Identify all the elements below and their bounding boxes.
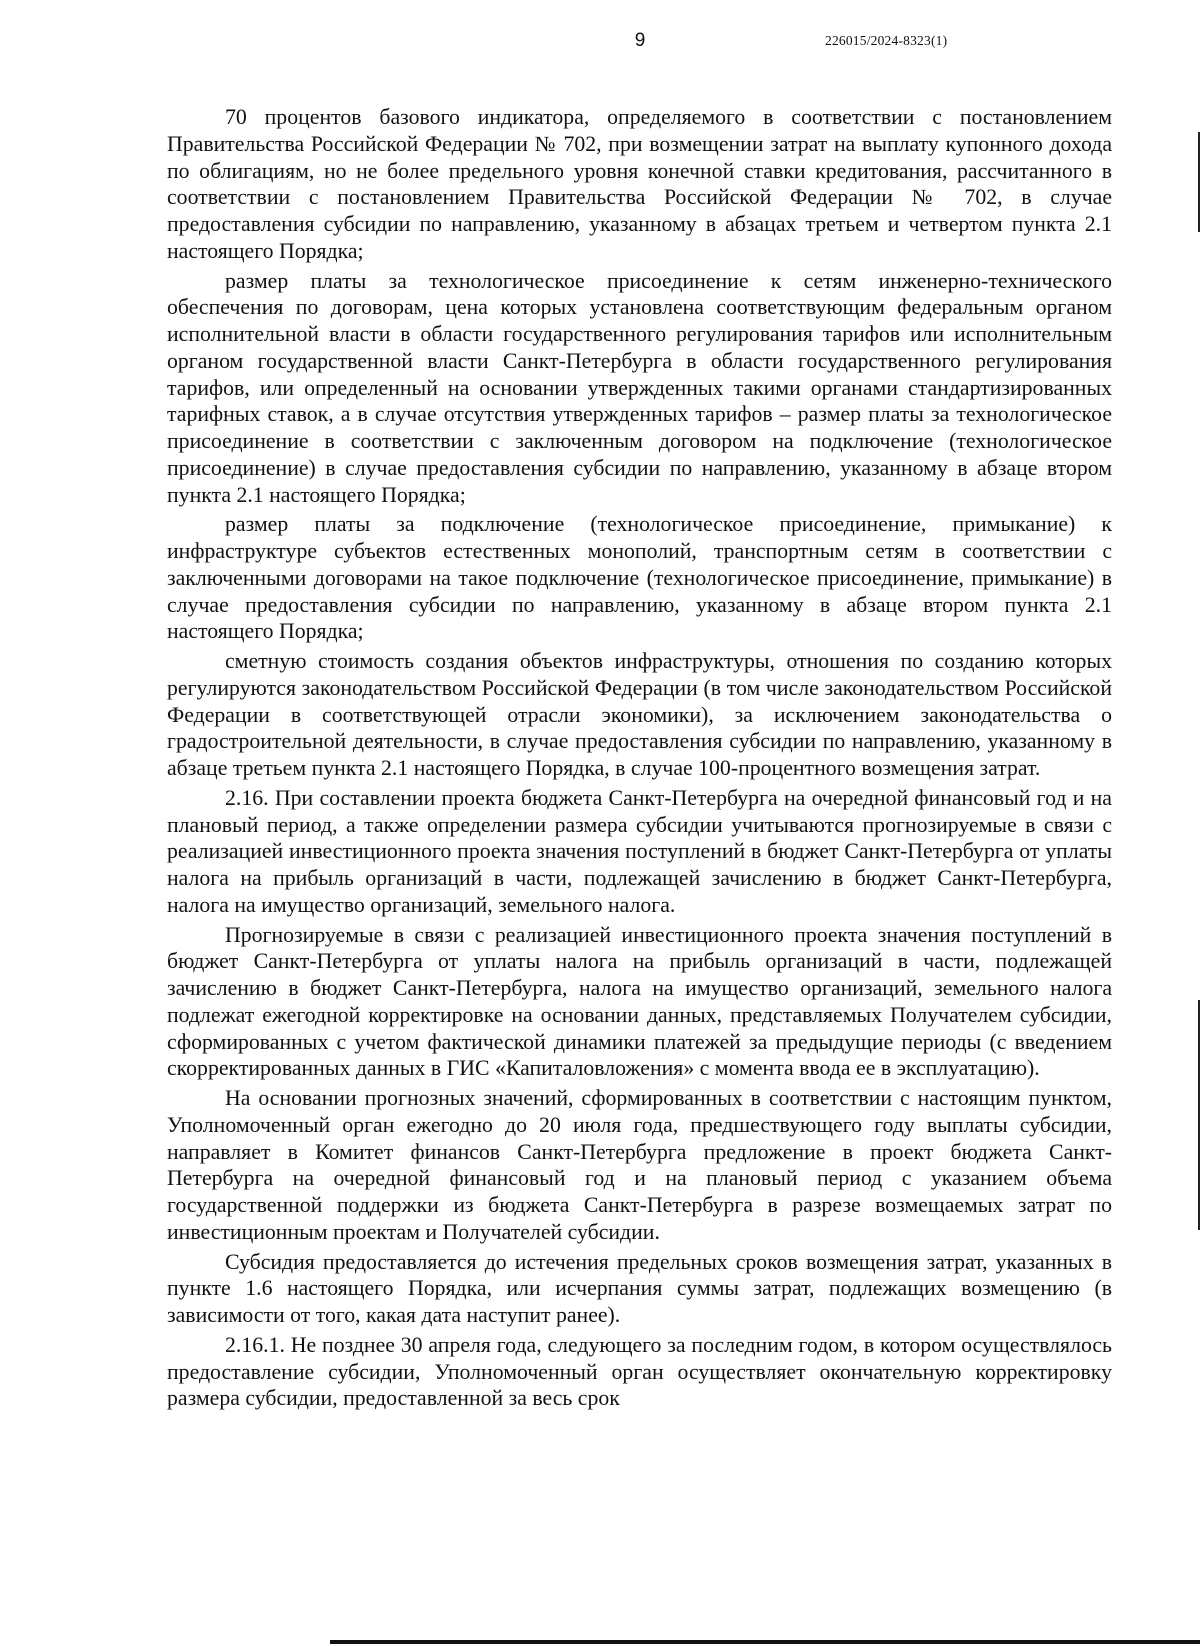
paragraph-section-2-16-1: 2.16.1. Не позднее 30 апреля года, следующего за последним годом, в котором осуществлялось предоставление субсидии, Уполномоченный орган осуществляет окончательную корректировку размера субсидии, предоставленной за весь срок — [167, 1332, 1112, 1411]
document-id: 226015/2024-8323(1) — [825, 33, 948, 48]
paragraph-estimated-cost: сметную стоимость создания объектов инфраструктуры, отношения по созданию которых регулируются законодательством Российской Федерации (в том числе законодательством Российской Федерации в соответствующей отрасли экономики), за исключением законодательства о градостроительной деятельности, в случае предоставления субсидии по направлению, указанному в абзаце третьем пункта 2.1 настоящего Порядка, в случае 100-процентного возмещения затрат. — [167, 649, 1112, 780]
paragraph-infrastructure-connection-fee: размер платы за подключение (технологическое присоединение, примыкание) к инфраструктуре субъектов естественных монополий, транспортным сетям в соответствии с заключенными договорами на такое подключение (технологическое присоединение, примыкание) в случае предоставления субсидии по направлению, указанному в абзаце втором пункта 2.1 настоящего Порядка; — [167, 512, 1112, 644]
paragraph-base-indicator: 70 процентов базового индикатора, определяемого в соответствии с постановлением Правительства Российской Федерации № 702, при возмещении затрат на выплату купонного дохода по облигациям, но не более предельного уровня конечной ставки кредитования, рассчитанного в соответствии с постановлением Правительства Российской Федерации № 702, в случае предоставления субсидии по направлению, указанному в абзацах третьем и четвертом пункта 2.1 настоящего Порядка; — [167, 105, 1112, 263]
paragraph-subsidy-term: Субсидия предоставляется до истечения предельных сроков возмещения затрат, указанных в пункте 1.6 настоящего Порядка, или исчерпания суммы затрат, подлежащих возмещению (в зависимости от того, какая дата наступит ранее). — [167, 1249, 1112, 1327]
paragraph-grid-connection-fee: размер платы за технологическое присоединение к сетям инженерно-технического обеспечения по договорам, цена которых установлена соответствующим федеральным органом исполнительной власти в области государственного регулирования тарифов или исполнительным органом государственной власти Санкт-Петербурга в области государственного регулирования тарифов, или определенный на основании утвержденных такими органами стандартизированных тарифных ставок, а в случае отсутствия утвержденных тарифов – размер платы за технологическое присоединение в соответствии с заключенным договором на подключение (технологическое присоединение) в случае предоставления субсидии по направлению, указанному в абзаце втором пункта 2.1 настоящего Порядка; — [167, 268, 1112, 507]
paragraph-authorized-body-proposal: На основании прогнозных значений, сформированных в соответствии с настоящим пунктом, Уполномоченный орган ежегодно до 20 июля года, предшествующего году выплаты субсидии, направляет в Комитет финансов Санкт-Петербурга предложение в проект бюджета Санкт-Петербурга на очередной финансовый год и на плановый период с указанием объема государственной поддержки из бюджета Санкт-Петербурга в разрезе возмещаемых затрат по инвестиционным проектам и Получателей субсидии. — [167, 1086, 1112, 1244]
page-number: 9 — [634, 30, 646, 51]
paragraph-forecast-adjustment: Прогнозируемые в связи с реализацией инвестиционного проекта значения поступлений в бюджет Санкт-Петербурга от уплаты налога на прибыль организаций в части, подлежащей зачислению в бюджет Санкт-Петербурга, налога на имущество организаций, земельного налога подлежат ежегодной корректировке на основании данных, представляемых Получателем субсидии, сформированных с учетом фактической динамики платежей за предыдущие периоды (с введением скорректированных данных в ГИС «Капиталовложения» с момента ввода ее в эксплуатацию). — [167, 922, 1112, 1081]
document-body — [167, 104, 1112, 1412]
bottom-rule-line — [330, 1640, 1200, 1644]
paragraph-section-2-16: 2.16. При составлении проекта бюджета Санкт-Петербурга на очередной финансовый год и на плановый период, а также определении размера субсидии учитываются прогнозируемые в связи с реализацией инвестиционного проекта значения поступлений в бюджет Санкт-Петербурга от уплаты налога на прибыль организаций в части, подлежащей зачислению в бюджет Санкт-Петербурга, налога на имущество организаций, земельного налога. — [167, 785, 1112, 917]
